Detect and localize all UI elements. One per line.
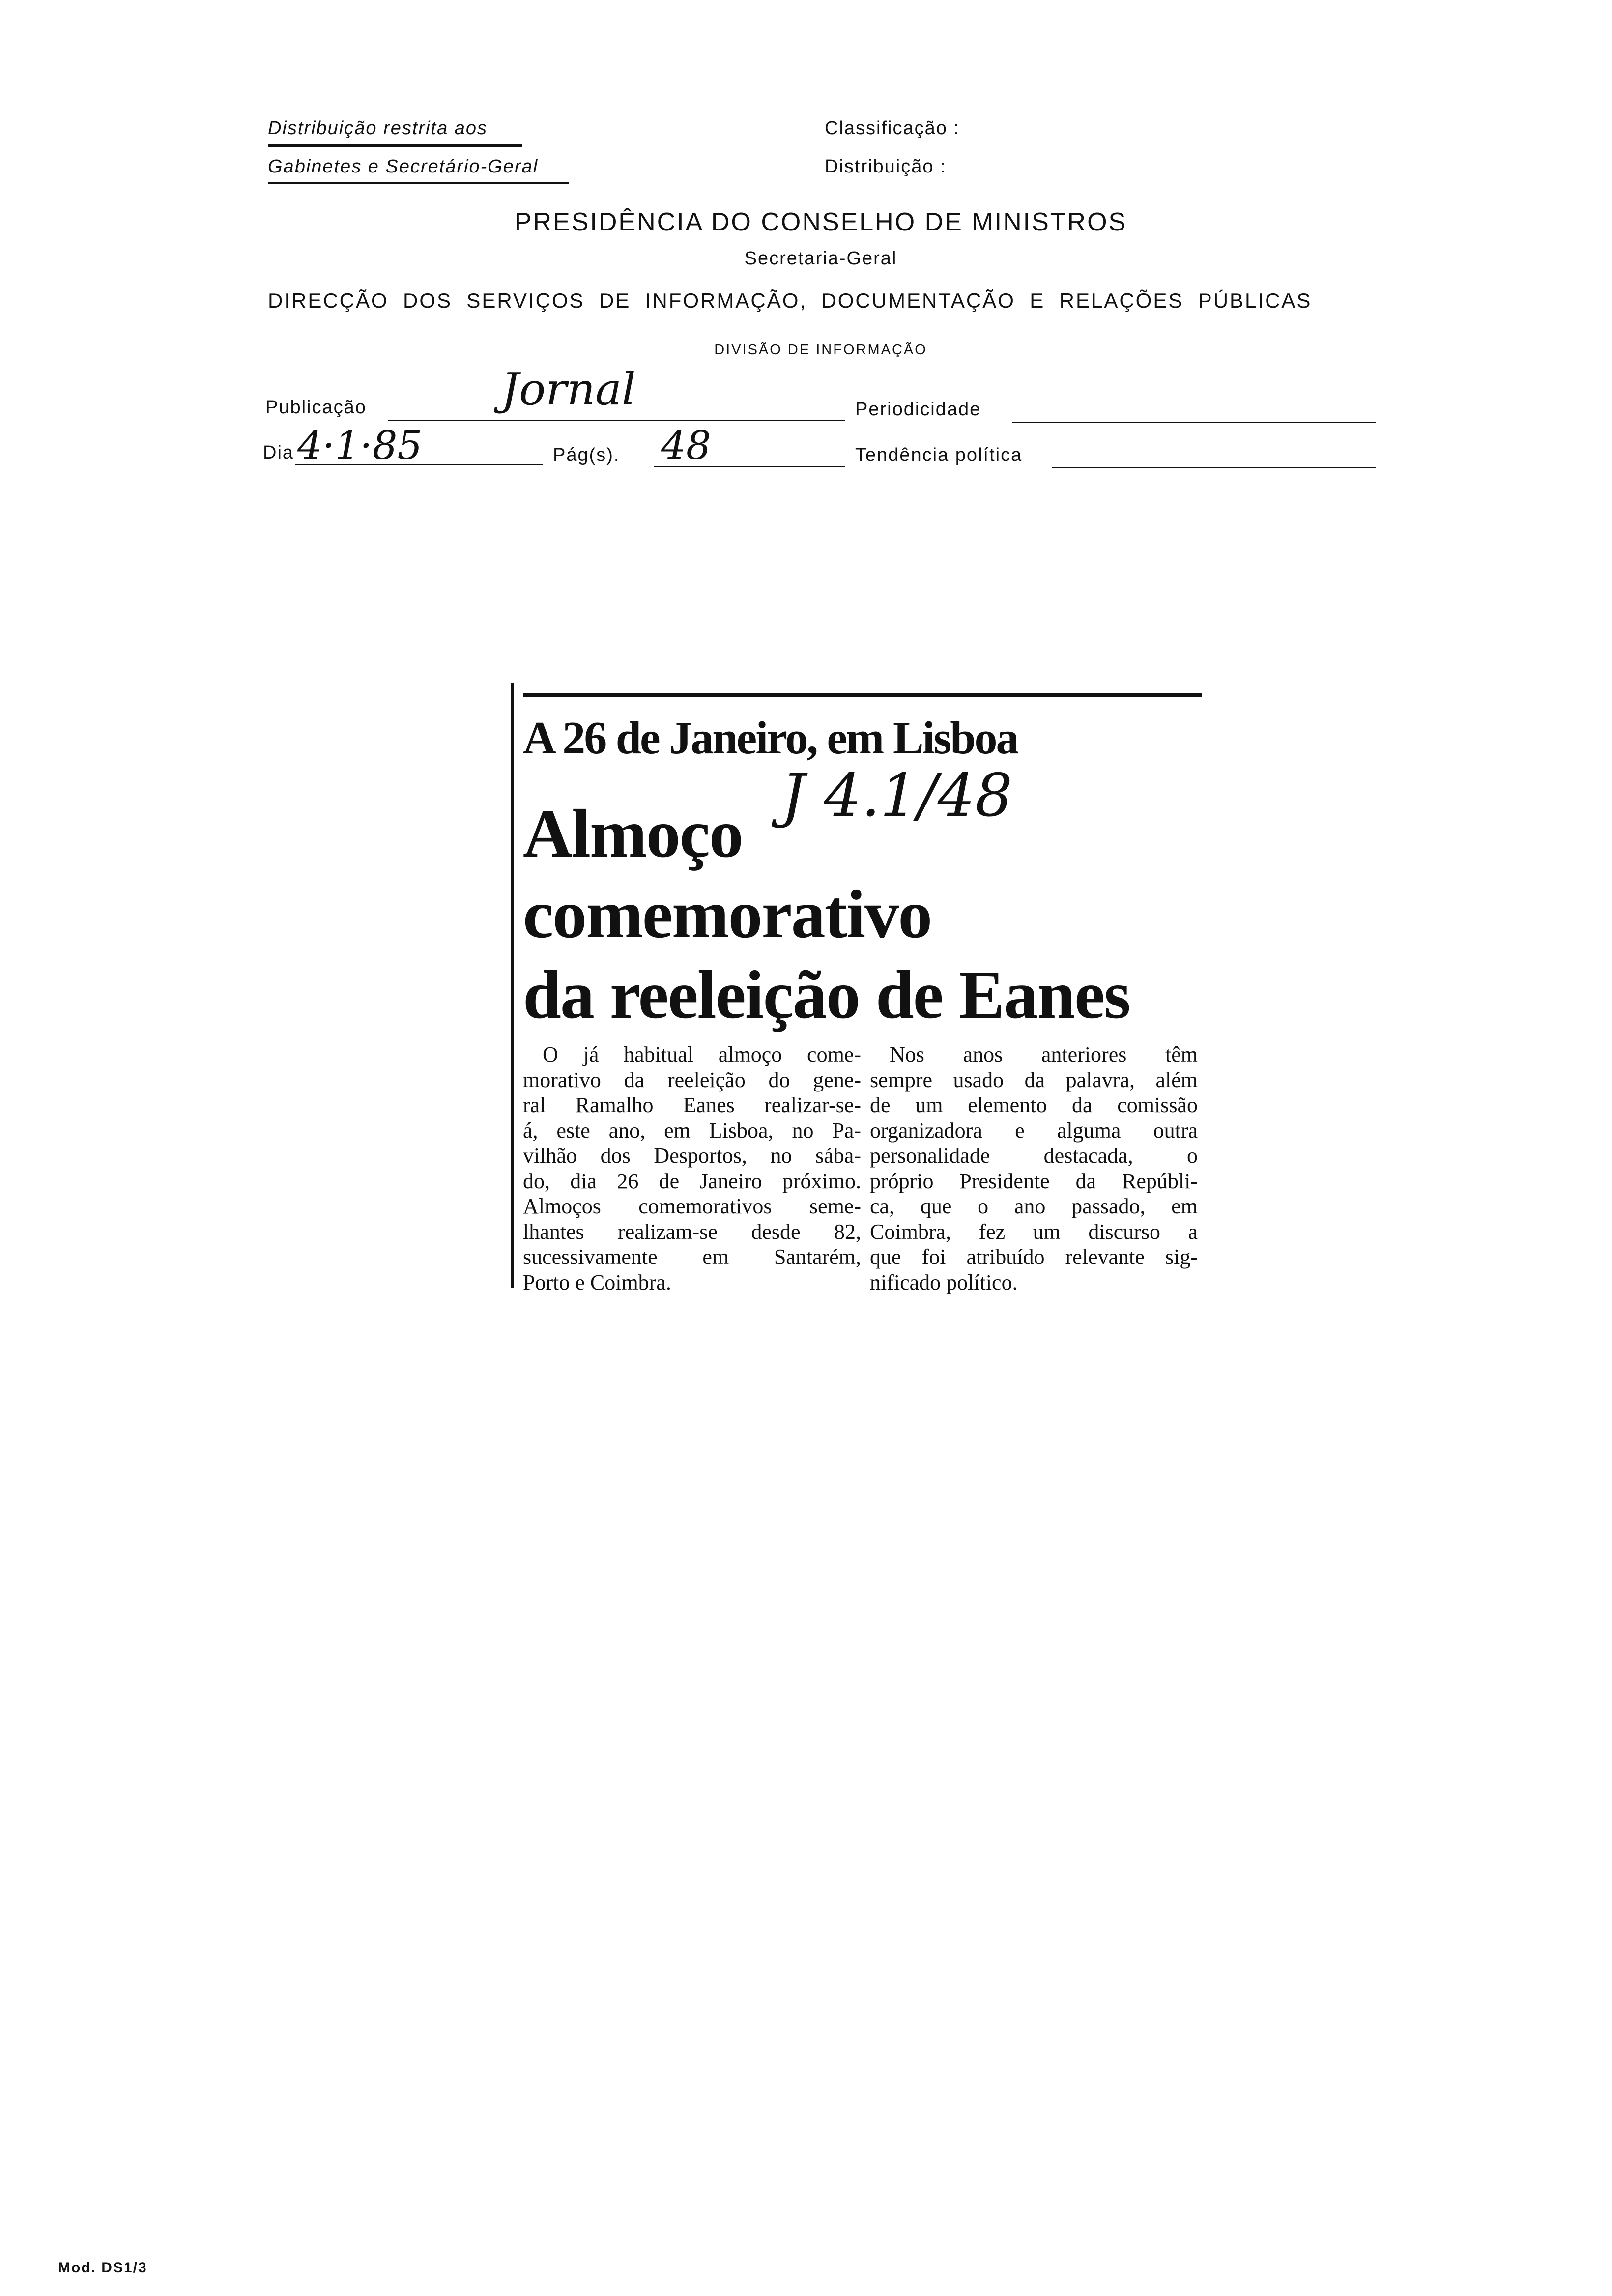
periodicity-field-line (1012, 422, 1376, 423)
pages-label: Pág(s). (553, 445, 620, 465)
form-code: Mod. DS1/3 (58, 2260, 147, 2276)
clipping-border-left (511, 683, 514, 1288)
article-text-line: á, este ano, em Lisboa, no Pa- (523, 1118, 861, 1143)
restricted-distribution-line2: Gabinetes e Secretário-Geral (268, 156, 539, 177)
article-column-2 (870, 1042, 1198, 1295)
article-column-1 (523, 1042, 861, 1295)
org-title: PRESIDÊNCIA DO CONSELHO DE MINISTROS (514, 208, 1127, 236)
headline-line: comemorativo (523, 876, 932, 952)
distribution-label: Distribuição : (825, 156, 947, 177)
article-kicker: A 26 de Janeiro, em Lisboa (523, 713, 1018, 764)
pages-value: 48 (661, 423, 711, 468)
periodicity-label: Periodicidade (855, 399, 981, 420)
restricted-distribution-line1: Distribuição restrita aos (268, 118, 488, 139)
article-text-line: do, dia 26 de Janeiro próximo. (523, 1169, 861, 1193)
article-text-line: de um elemento da comissão (870, 1093, 1198, 1117)
day-value: 4·1·85 (297, 423, 423, 468)
handwritten-annotation: J 4.1/48 (781, 762, 1013, 830)
classification-label: Classificação : (825, 118, 960, 139)
article-text-line: ca, que o ano passado, em (870, 1194, 1198, 1218)
article-text-line: vilhão dos Desportos, no sába- (523, 1144, 861, 1168)
article-text-line: Nos anos anteriores têm (890, 1042, 1198, 1066)
publication-field-line (388, 420, 845, 421)
article-text-line: sempre usado da palavra, além (870, 1067, 1198, 1092)
article-text-line: lhantes realizam-se desde 82, (523, 1219, 861, 1244)
underline (268, 144, 522, 147)
article-text-line: organizadora e alguma outra (870, 1118, 1198, 1143)
political-field-line (1052, 467, 1376, 468)
article-text-line: personalidade destacada, o (870, 1144, 1198, 1168)
publication-label: Publicação (265, 397, 367, 418)
article-text-line: ral Ramalho Eanes realizar-se- (523, 1093, 861, 1117)
division: DIVISÃO DE INFORMAÇÃO (714, 342, 927, 358)
article-text-line: que foi atribuído relevante sig- (870, 1245, 1198, 1269)
secretariat: Secretaria-Geral (744, 248, 897, 269)
directorate: DIRECÇÃO DOS SERVIÇOS DE INFORMAÇÃO, DOCUMENTAÇÃO E RELAÇÕES PÚBLICAS (268, 289, 1312, 312)
article-text-line: próprio Presidente da Repúbli- (870, 1169, 1198, 1193)
article-text-line: morativo da reeleição do gene- (523, 1067, 861, 1092)
article-text-line: nificado político. (870, 1270, 1018, 1294)
headline-line: da reeleição de Eanes (523, 957, 1130, 1033)
article-text-line: O já habitual almoço come- (543, 1042, 861, 1066)
article-text-line: Porto e Coimbra. (523, 1270, 671, 1294)
clipping-rule-top (523, 693, 1202, 697)
publication-value: Jornal (501, 364, 636, 415)
article-text-line: Almoços comemorativos seme- (523, 1194, 861, 1218)
article-text-line: Coimbra, fez um discurso a (870, 1219, 1198, 1244)
political-tendency-label: Tendência política (855, 445, 1023, 465)
day-label: Dia (263, 442, 294, 463)
headline-line: Almoço (523, 796, 743, 872)
underline (268, 182, 569, 184)
article-text-line: sucessivamente em Santarém, (523, 1245, 861, 1269)
